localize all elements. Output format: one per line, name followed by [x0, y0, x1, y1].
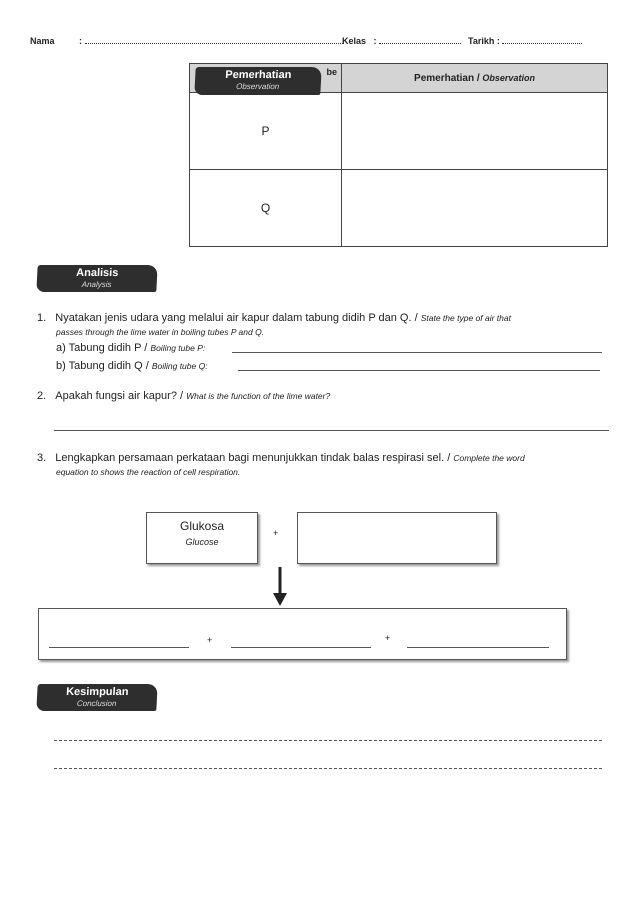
conclusion-line-1[interactable]: [54, 740, 602, 741]
q2-number: 2.: [37, 390, 47, 402]
q1a-en: Boiling tube P:: [150, 343, 206, 353]
reactant-2-box[interactable]: [297, 512, 497, 564]
q1a: [56, 341, 205, 355]
conclusion-badge-title: Kesimpulan: [65, 686, 129, 698]
q1-text-en2: passes through the lime water in boiling tubes P and Q.: [56, 327, 265, 337]
q3-en1: Complete the word: [453, 453, 525, 463]
products-box: [38, 608, 567, 660]
q1-number: 1.: [37, 312, 47, 324]
date-colon: :: [496, 36, 500, 46]
observation-badge-sub: Observation: [235, 82, 280, 91]
row-label-q: Q: [190, 170, 342, 247]
plus-sign-1: +: [273, 528, 279, 538]
q1b: [56, 359, 208, 373]
name-input-line[interactable]: [85, 35, 343, 44]
product-3-line[interactable]: [407, 647, 549, 648]
q1a-text: a) Tabung didih P /: [56, 342, 148, 354]
conclusion-line-2[interactable]: [54, 768, 602, 769]
product-2-line[interactable]: [231, 647, 371, 648]
observation-cell-p[interactable]: [342, 93, 608, 170]
q1-text-en1: State the type of air that: [420, 313, 511, 323]
name-field[interactable]: [30, 35, 343, 46]
date-label: Tarikh: [468, 36, 495, 46]
q1b-answer-line[interactable]: [238, 370, 600, 371]
name-colon: :: [79, 36, 83, 46]
plus-sign-2: +: [207, 635, 213, 645]
class-label: Kelas: [342, 36, 367, 46]
conclusion-badge-sub: Conclusion: [76, 699, 117, 708]
product-1-line[interactable]: [49, 647, 189, 648]
question-1: [37, 311, 617, 325]
analysis-badge-title: Analisis: [75, 267, 119, 279]
down-arrow-icon: [272, 567, 288, 607]
observation-badge-title: Pemerhatian: [224, 69, 292, 81]
q1-text: Nyatakan jenis udara yang melalui air kapur dalam tabung didih P dan Q. /: [55, 312, 418, 324]
q2-text: Apakah fungsi air kapur? /: [55, 390, 184, 402]
q2-en: What is the function of the lime water?: [186, 391, 331, 401]
date-input-line[interactable]: [502, 35, 582, 44]
name-label: Nama: [30, 36, 55, 46]
q3-number: 3.: [37, 452, 47, 464]
class-colon: :: [373, 36, 377, 46]
q1b-text: b) Tabung didih Q /: [56, 360, 149, 372]
glucose-label: Glukosa: [179, 519, 225, 533]
q1b-en: Boiling tube Q:: [151, 361, 208, 371]
date-field[interactable]: [468, 35, 582, 46]
glucose-label-en: Glucose: [185, 537, 219, 547]
table-header-col2: [342, 64, 608, 93]
q3-en2: equation to shows the reaction of cell respiration.: [56, 467, 241, 477]
col2-header-label: Pemerhatian /: [414, 72, 480, 84]
glucose-box: [146, 512, 258, 564]
observation-cell-q[interactable]: [342, 170, 608, 247]
analysis-badge: [36, 265, 157, 292]
question-3: [37, 451, 617, 465]
observation-badge: [194, 67, 321, 95]
row-label-p: P: [190, 93, 342, 170]
col1-partial-text: be: [326, 67, 337, 77]
plus-sign-3: +: [385, 633, 391, 643]
class-input-line[interactable]: [379, 35, 461, 44]
col2-header-en: Observation: [482, 72, 535, 83]
q3-text: Lengkapkan persamaan perkataan bagi menunjukkan tindak balas respirasi sel. /: [55, 452, 451, 464]
q2-answer-line[interactable]: [54, 430, 609, 431]
conclusion-badge: [36, 684, 157, 711]
question-2: [37, 389, 330, 403]
analysis-badge-sub: Analysis: [81, 280, 112, 289]
q1a-answer-line[interactable]: [232, 352, 602, 353]
class-field[interactable]: [342, 35, 461, 46]
